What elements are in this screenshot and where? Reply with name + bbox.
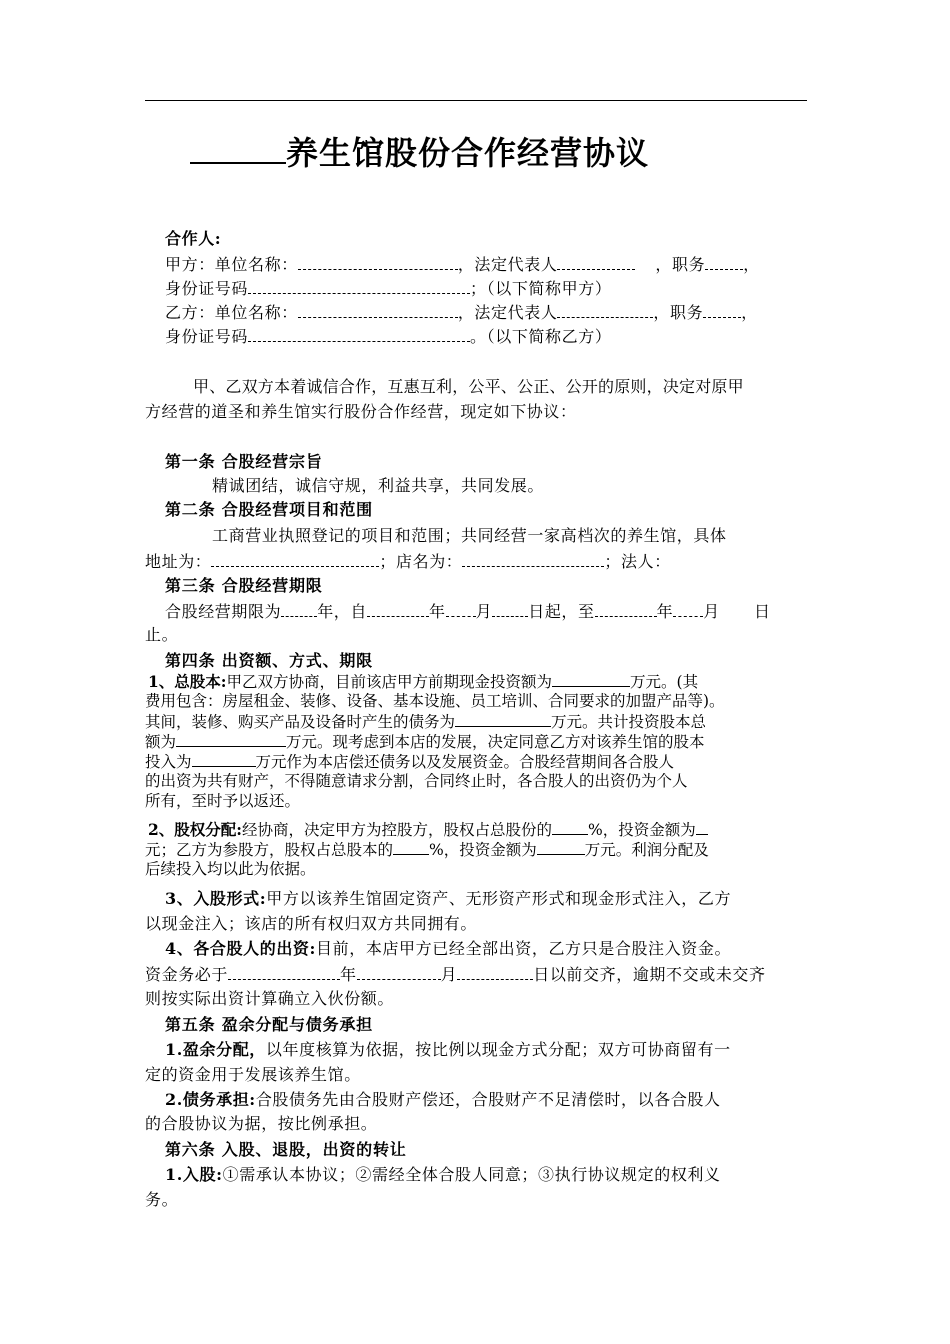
party-a-id-label: 身份证号码 [165,279,249,298]
deadline-day-blank [457,963,533,980]
b-input-text: 投入为 [145,753,192,771]
term-start-month-blank [446,600,476,617]
art4-p1-line7: 所有，至时予以返还。 [145,792,301,810]
party-b-title-label: ，职务 [653,303,704,322]
term-label: 合股经营期限为 [165,602,282,621]
b-input-unit: 万元作为本店偿还债务以及发展资金。合股经营期间各合股人 [255,753,675,771]
contribution-text: 目前，本店甲方已经全部出资，乙方只是合股注入资金。 [316,939,732,958]
initial-investment-blank [552,670,630,687]
deadline-year-blank [228,963,340,980]
art4-p4-line1 [165,938,830,962]
party-b-title-blank [703,301,741,318]
deadline-rest: 日以前交齐，逾期不交或未交齐 [533,965,766,984]
term-start-year-blank [367,600,429,617]
party-b-id-label: 身份证号码 [165,327,249,346]
article-1-line1: 精诚团结，诚信守规，利益共享，共同发展。 [212,476,545,495]
art4-p1-line2: 费用包含：房屋租金、装修、设备、基本设施、员工培训、合同要求的加盟产品等)。 [145,692,725,710]
term-from: 年，自 [317,602,368,621]
party-b-id-blank [248,325,470,342]
art5-p1-line1 [165,1039,830,1063]
party-a-line2 [165,277,830,301]
header-rule [145,100,807,101]
debt-blank [455,710,551,727]
article-2-line1: 工商营业执照登记的项目和范围；共同经营一家高档次的养生馆，具体 [212,526,727,545]
article-5-heading: 第五条 盈余分配与债务承担 [165,1015,373,1034]
party-b-unit-blank [298,301,458,318]
term-end-year-label: 年 [656,602,674,621]
term-start-day-blank [492,600,528,617]
a-share-blank [552,818,588,835]
b-amount-text: %，投资金额为 [429,841,537,859]
party-a-comma: ， [743,255,760,274]
art5-p2-line2: 的合股协议为据，按比例承担。 [145,1114,378,1133]
art5-p2-line1 [165,1089,830,1113]
article-3-heading: 第三条 合股经营期限 [165,576,323,595]
debt-bearing-text: 合股债务先由合股财产偿还，合股财产不足清偿时，以各合股人 [255,1090,721,1109]
b-amount-unit: 万元。利润分配及 [584,841,709,859]
party-a-alias: ；（以下简称甲方） [470,279,612,298]
party-b-unit-label: 乙方：单位名称： [165,303,298,322]
art4-p3-line1 [165,888,830,912]
debt-bearing-label: 2.债务承担: [165,1090,256,1109]
equity-text: 经协商，决定甲方为控股方，股权占总股份的 [242,821,553,839]
a-amount-text: %，投资金额为 [588,821,696,839]
b-input-blank [192,750,256,767]
join-text: ①需承认本协议；②需经全体合股人同意；③执行协议规定的权利义 [222,1165,721,1184]
party-a-title-label: ，职务 [655,255,706,274]
total-blank [176,730,286,747]
deadline-month-label: 月 [440,965,458,984]
article-3-line2: 止。 [145,625,179,644]
title-blank [190,130,286,164]
art4-p4-line3: 则按实际出资计算确立入伙份额。 [145,989,395,1008]
debt-unit: 万元。共计投资股本总 [551,713,707,731]
party-a-title-blank [705,253,743,270]
article-2-line2 [145,550,810,574]
article-3-line1 [165,600,830,624]
total-capital-label: 1、总股本: [148,672,227,691]
term-to: 日起，至 [528,602,595,621]
term-start-year-label: 年 [429,602,446,621]
store-name-blank [462,550,604,567]
address-label: 地址为： [145,552,212,571]
party-a-rep-blank [557,253,635,270]
term-end-month-blank [673,600,703,617]
b-share-text: 元；乙方为参股方，股权占总股本的 [145,841,394,859]
total-unit: 万元。现考虑到本店的发展，决定同意乙方对该养生馆的股本 [286,733,705,751]
party-b-line1 [165,301,830,325]
article-2-heading: 第二条 合股经营项目和范围 [165,500,373,519]
party-a-unit-blank [298,253,458,270]
art4-p1-unit: 万元。(其 [630,673,699,691]
art4-p3-line2: 以现金注入；该店的所有权归双方共同拥有。 [145,914,478,933]
form-label: 3、入股形式: [165,889,267,908]
total-text: 额为 [145,733,177,751]
art4-p2-line3: 后续投入均以此为依据。 [145,860,316,878]
deadline-month-blank [357,963,441,980]
intro-line1: 甲、乙双方本着诚信合作，互惠互利，公平、公正、公开的原则，决定对原甲 [193,377,744,396]
party-b-rep-label: ，法定代表人 [457,303,558,322]
deadline-text: 资金务必于 [145,965,229,984]
form-text: 甲方以该养生馆固定资产、无形资产形式和现金形式注入，乙方 [266,889,732,908]
deadline-year-label: 年 [340,965,357,984]
art4-p4-line2 [145,963,810,987]
party-a-id-blank [248,277,470,294]
b-amount-blank [537,838,585,855]
join-label: 1.入股: [165,1165,223,1184]
document-title [190,128,810,174]
title-text: 养生馆股份合作经营协议 [286,134,650,172]
party-b-line2 [165,325,830,349]
article-6-heading: 第六条 入股、退股，出资的转让 [165,1140,407,1159]
party-a-unit-label: 甲方：单位名称： [165,255,298,274]
intro-line2: 方经营的道圣和养生馆实行股份合作经营，现定如下协议： [145,402,577,421]
party-b-rep-blank [557,301,653,318]
address-blank [211,550,379,567]
term-end-month-day: 月 日 [703,602,771,621]
party-b-comma: ， [741,303,758,322]
store-name-label: ；店名为： [379,552,463,571]
article-4-heading: 第四条 出资额、方式、期限 [165,651,373,670]
term-start-month-label: 月 [475,602,493,621]
profit-text: 以年度核算为依据，按比例以现金方式分配；双方可协商留有一 [265,1040,731,1059]
b-share-blank [393,838,429,855]
profit-label: 1.盈余分配， [165,1040,266,1059]
term-end-year-blank [595,600,657,617]
parties-heading: 合作人: [165,229,222,248]
equity-label: 2、股权分配: [148,820,243,839]
party-a-line1 [165,253,830,277]
contribution-label: 4、各合股人的出资: [165,939,317,958]
art4-p1-line6: 的出资为共有财产，不得随意请求分割，合同终止时，各合股人的出资仍为个人 [145,772,688,790]
term-years-blank [281,600,317,617]
debt-text: 其间，装修、购买产品及设备时产生的债务为 [145,713,456,731]
a-amount-blank [696,818,708,835]
party-a-rep-label: ，法定代表人 [457,255,558,274]
art6-p1-line2: 务。 [145,1190,179,1209]
legal-person-label: ；法人： [604,552,671,571]
party-b-alias: 。（以下简称乙方） [470,327,612,346]
article-1-heading: 第一条 合股经营宗旨 [165,452,323,471]
art6-p1-line1 [165,1164,830,1188]
art4-p1-text: 甲乙双方协商，目前该店甲方前期现金投资额为 [226,673,553,691]
art5-p1-line2: 定的资金用于发展该养生馆。 [145,1065,361,1084]
